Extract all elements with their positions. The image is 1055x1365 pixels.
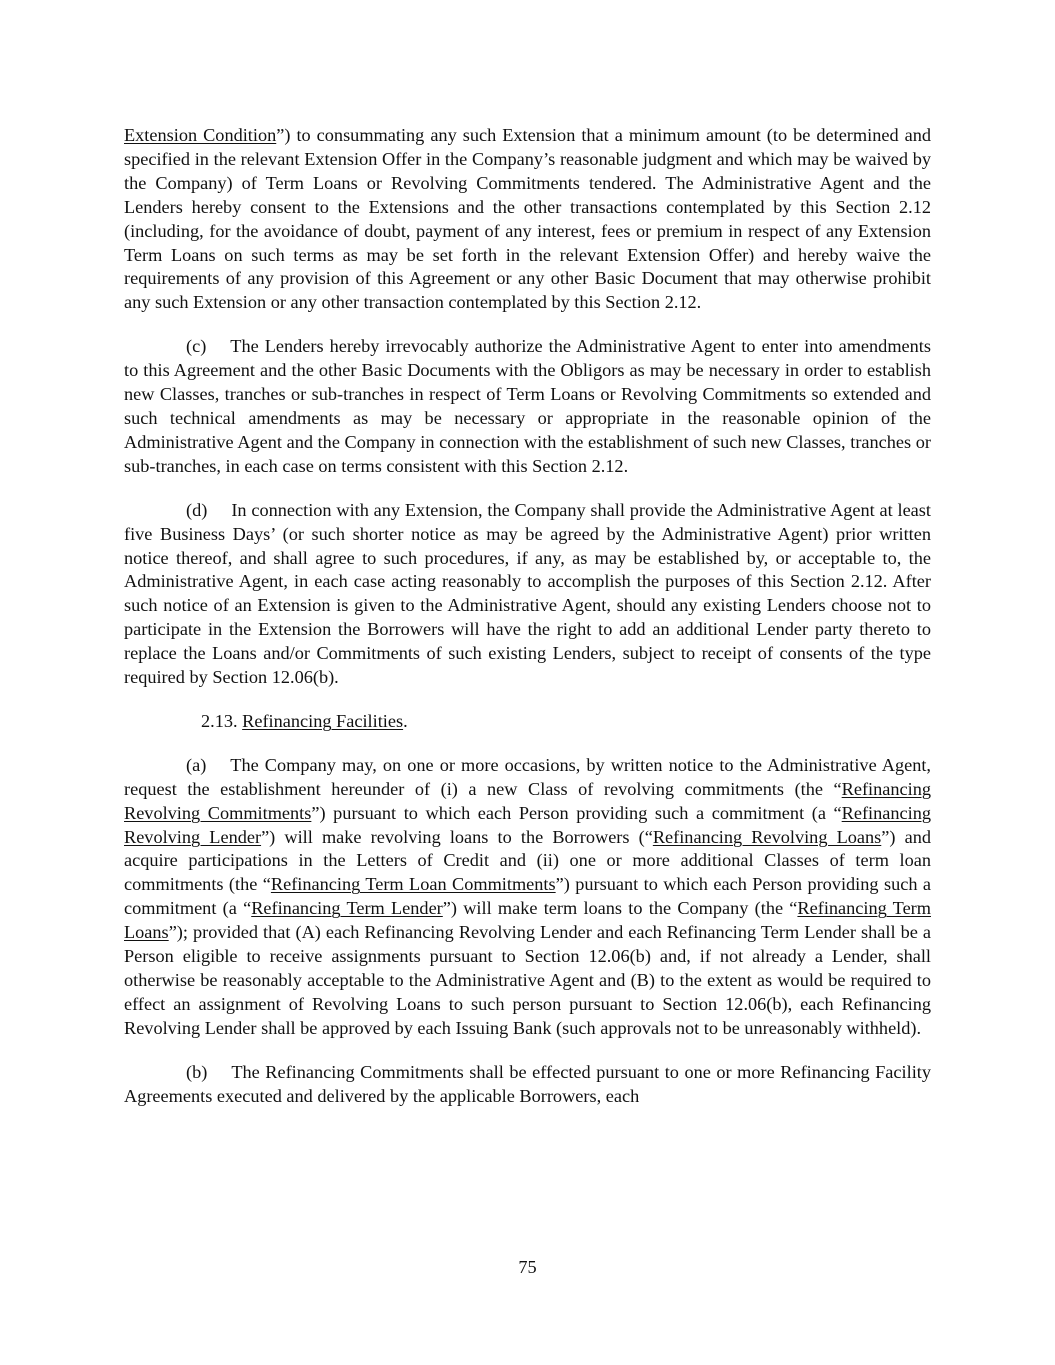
defined-term-refinancing-revolving-loans: Refinancing Revolving Loans — [652, 826, 882, 847]
paragraph-text: The Company may, on one or more occasions, by written notice to the Administrative Agent, request the establishment hereunder of (i) a new Class of revolving commitments (the “ — [124, 754, 931, 799]
defined-term-extension-condition: Extension Condition — [124, 125, 277, 145]
defined-term-refinancing-term-lender: Refinancing Term Lender — [251, 898, 443, 919]
paragraph-label: (c) — [186, 336, 207, 357]
paragraph-label: (a) — [186, 754, 207, 775]
section-number: 2.13. — [201, 710, 238, 731]
paragraph-2-13-b — [124, 1061, 931, 1109]
paragraph-text: ”) pursuant to which each Person providing such a commitment (a “ — [124, 874, 931, 919]
paragraph-extension-condition — [124, 124, 931, 315]
paragraph-text: ”) will make term loans to the Company (the “ — [442, 898, 798, 919]
paragraph-text: The Refinancing Commitments shall be effected pursuant to one or more Refinancing Facility Agreements executed and delivered by the applicable Borrowers, each — [124, 1061, 931, 1106]
page-number: 75 — [518, 1257, 537, 1277]
section-title: Refinancing Facilities — [242, 710, 404, 731]
paragraph-text: ”) will make revolving loans to the Borrowers (“ — [261, 826, 653, 847]
defined-term-refinancing-revolving-lender: Refinancing Revolving Lender — [124, 802, 932, 847]
paragraph-text: In connection with any Extension, the Company shall provide the Administrative Agent at least five Business Days’ (or such shorter notice as may be agreed by the Administrative Agent) prior written notice thereof, and shall agree to such procedures, if any, as may be established by, or acceptable to, the Administrative Agent, in each case acting reasonably to accomplish the purposes of this Section 2.12. After such notice of an Extension is given to the Administrative Agent, should any existing Lenders choose not to participate in the Extension the Borrowers will have the right to add an additional Lender party thereto to replace the Loans and/or Commitments of such existing Lenders, subject to receipt of consents of the type required by Section 12.06(b). — [124, 499, 931, 688]
paragraph-text: ”); provided that (A) each Refinancing Revolving Lender and each Refinancing Term Lender shall be a Person eligible to receive assignments pursuant to Section 12.06(b) and, if not already a Lender, shall otherwise be reasonably acceptable to the Administrative Agent and (B) to the extent as would be required to effect an assignment of Revolving Loans to such person pursuant to Section 12.06(b), each Refinancing Revolving Lender shall be approved by each Issuing Bank (such approvals not to be unreasonably withheld). — [124, 922, 931, 1038]
paragraph-c — [124, 335, 931, 478]
paragraph-text: The Lenders hereby irrevocably authorize the Administrative Agent to enter into amendments to this Agreement and the other Basic Documents with the Obligors as may be necessary in order to establish new Classes, tranches or sub-tranches in respect of Term Loans or Revolving Commitments so extended and such technical amendments as may be necessary or appropriate in the reasonable opinion of the Administrative Agent and the Company in connection with the establishment of such new Classes, tranches or sub-tranches, in each case on terms consistent with this Section 2.12. — [124, 336, 931, 476]
defined-term-refinancing-revolving-commitments: Refinancing Revolving Commitments — [124, 778, 931, 823]
paragraph-label: (d) — [186, 499, 208, 520]
paragraph-text: ”) to consummating any such Extension that a minimum amount (to be determined and specified in the relevant Extension Offer in the Company’s reasonable judgment and which may be waived by the Company) of Term Loans or Revolving Commitments tendered. The Administrative Agent and the Lenders hereby consent to the Extensions and the other transactions contemplated by this Section 2.12 (including, for the avoidance of doubt, payment of any interest, fees or premium in respect of any Extension Term Loans on such terms as may be set forth in the relevant Extension Offer) and hereby waive the requirements of any provision of this Agreement or any other Basic Document that may otherwise prohibit any such Extension or any other transaction contemplated by this Section 2.12. — [124, 125, 931, 313]
paragraph-2-13-a — [124, 754, 931, 1041]
paragraph-text: ”) and acquire participations in the Letters of Credit and (ii) one or more additional Classes of term loan commitments (the “ — [124, 826, 931, 895]
paragraph-d — [124, 499, 931, 690]
defined-term-refinancing-term-loan-commitments: Refinancing Term Loan Commitments — [270, 874, 556, 895]
defined-term-refinancing-term-loans: Refinancing Term Loans — [124, 898, 931, 943]
section-heading-2-13 — [124, 710, 931, 734]
paragraph-text: ”) pursuant to which each Person providing such a commitment (a “ — [311, 802, 842, 823]
document-page — [124, 124, 931, 1129]
paragraph-label: (b) — [186, 1061, 208, 1082]
section-title-period: . — [403, 710, 408, 731]
